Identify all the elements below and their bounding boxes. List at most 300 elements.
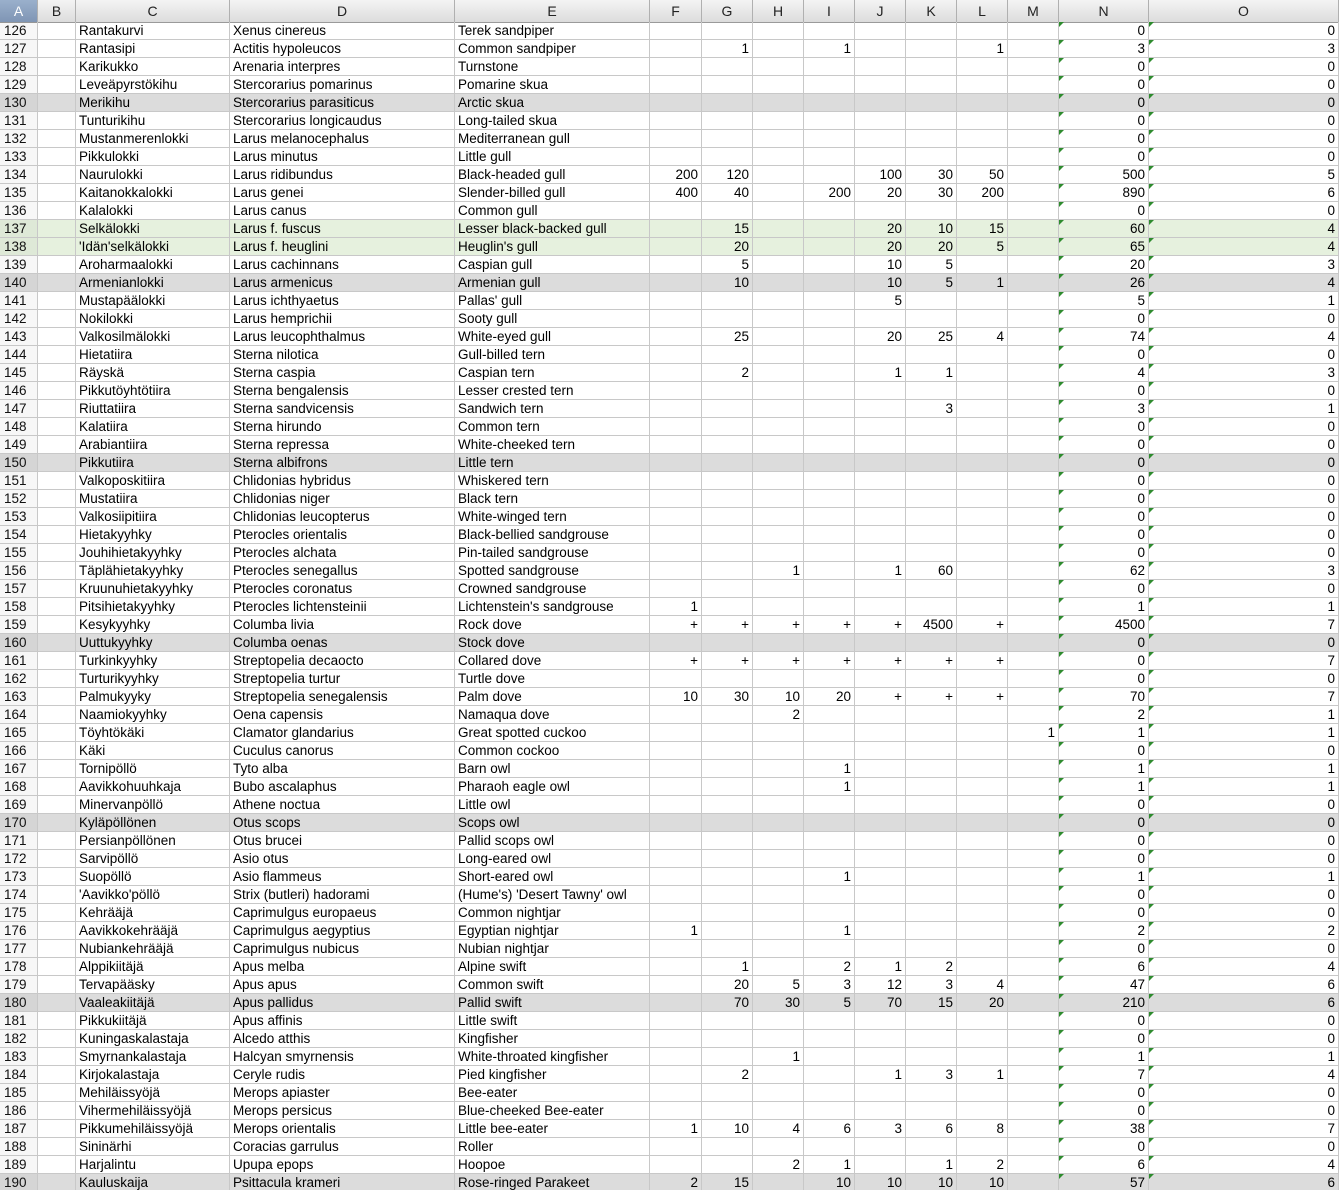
cell-f[interactable]: 1 bbox=[650, 1120, 702, 1137]
cell-k[interactable] bbox=[906, 904, 957, 921]
cell-o[interactable]: 6 bbox=[1149, 994, 1339, 1011]
cell-g[interactable] bbox=[702, 400, 753, 417]
cell-d[interactable]: Streptopelia turtur bbox=[230, 670, 455, 687]
row-number[interactable]: 163 bbox=[0, 688, 38, 705]
cell-j[interactable] bbox=[855, 1084, 906, 1101]
cell-c[interactable]: Valkosiipitiira bbox=[76, 508, 230, 525]
cell-k[interactable] bbox=[906, 1138, 957, 1155]
cell-j[interactable] bbox=[855, 202, 906, 219]
cell-i[interactable]: 200 bbox=[804, 184, 855, 201]
cell-h[interactable] bbox=[753, 238, 804, 255]
cell-d[interactable]: Larus genei bbox=[230, 184, 455, 201]
cell-c[interactable]: Vihermehiläissyöjä bbox=[76, 1102, 230, 1119]
cell-j[interactable] bbox=[855, 814, 906, 831]
cell-m[interactable] bbox=[1008, 292, 1059, 309]
cell-j[interactable]: 20 bbox=[855, 220, 906, 237]
cell-i[interactable] bbox=[804, 670, 855, 687]
cell-m[interactable] bbox=[1008, 94, 1059, 111]
cell-m[interactable] bbox=[1008, 328, 1059, 345]
cell-n[interactable]: 0 bbox=[1059, 1102, 1149, 1119]
cell-d[interactable]: Asio flammeus bbox=[230, 868, 455, 885]
cell-d[interactable]: Upupa epops bbox=[230, 1156, 455, 1173]
cell-b[interactable] bbox=[38, 796, 76, 813]
cell-o[interactable]: 0 bbox=[1149, 580, 1339, 597]
cell-g[interactable] bbox=[702, 598, 753, 615]
cell-c[interactable]: Kuningaskalastaja bbox=[76, 1030, 230, 1047]
cell-j[interactable] bbox=[855, 922, 906, 939]
cell-f[interactable] bbox=[650, 436, 702, 453]
cell-b[interactable] bbox=[38, 994, 76, 1011]
cell-k[interactable]: 30 bbox=[906, 166, 957, 183]
row-number[interactable]: 148 bbox=[0, 418, 38, 435]
cell-m[interactable] bbox=[1008, 544, 1059, 561]
cell-b[interactable] bbox=[38, 940, 76, 957]
cell-e[interactable]: Mediterranean gull bbox=[455, 130, 650, 147]
cell-n[interactable]: 0 bbox=[1059, 58, 1149, 75]
cell-d[interactable]: Actitis hypoleucos bbox=[230, 40, 455, 57]
cell-l[interactable] bbox=[957, 526, 1008, 543]
cell-f[interactable] bbox=[650, 76, 702, 93]
cell-b[interactable] bbox=[38, 40, 76, 57]
cell-n[interactable]: 4 bbox=[1059, 364, 1149, 381]
cell-l[interactable] bbox=[957, 454, 1008, 471]
cell-o[interactable]: 0 bbox=[1149, 1084, 1339, 1101]
cell-j[interactable] bbox=[855, 400, 906, 417]
cell-h[interactable] bbox=[753, 634, 804, 651]
cell-f[interactable] bbox=[650, 94, 702, 111]
cell-f[interactable] bbox=[650, 238, 702, 255]
cell-n[interactable]: 0 bbox=[1059, 418, 1149, 435]
cell-b[interactable] bbox=[38, 490, 76, 507]
cell-c[interactable]: 'Idän'selkälokki bbox=[76, 238, 230, 255]
cell-h[interactable] bbox=[753, 130, 804, 147]
cell-l[interactable] bbox=[957, 1012, 1008, 1029]
cell-h[interactable]: 1 bbox=[753, 562, 804, 579]
cell-f[interactable] bbox=[650, 1012, 702, 1029]
cell-b[interactable] bbox=[38, 1066, 76, 1083]
cell-h[interactable] bbox=[753, 76, 804, 93]
cell-g[interactable] bbox=[702, 886, 753, 903]
cell-h[interactable] bbox=[753, 418, 804, 435]
cell-d[interactable]: Sterna sandvicensis bbox=[230, 400, 455, 417]
cell-b[interactable] bbox=[38, 544, 76, 561]
cell-f[interactable] bbox=[650, 832, 702, 849]
cell-n[interactable]: 0 bbox=[1059, 832, 1149, 849]
row-number[interactable]: 162 bbox=[0, 670, 38, 687]
cell-j[interactable] bbox=[855, 940, 906, 957]
cell-b[interactable] bbox=[38, 148, 76, 165]
cell-i[interactable]: 3 bbox=[804, 976, 855, 993]
cell-g[interactable] bbox=[702, 436, 753, 453]
cell-l[interactable]: 20 bbox=[957, 994, 1008, 1011]
cell-h[interactable] bbox=[753, 346, 804, 363]
cell-b[interactable] bbox=[38, 724, 76, 741]
cell-m[interactable] bbox=[1008, 184, 1059, 201]
cell-m[interactable] bbox=[1008, 166, 1059, 183]
cell-i[interactable] bbox=[804, 94, 855, 111]
cell-c[interactable]: Smyrnankalastaja bbox=[76, 1048, 230, 1065]
cell-l[interactable]: 4 bbox=[957, 976, 1008, 993]
cell-k[interactable] bbox=[906, 922, 957, 939]
cell-g[interactable] bbox=[702, 796, 753, 813]
cell-c[interactable]: Mehiläissyöjä bbox=[76, 1084, 230, 1101]
cell-b[interactable] bbox=[38, 580, 76, 597]
column-header-m[interactable]: M bbox=[1008, 0, 1059, 22]
cell-j[interactable] bbox=[855, 742, 906, 759]
cell-j[interactable] bbox=[855, 22, 906, 39]
cell-k[interactable]: + bbox=[906, 652, 957, 669]
cell-c[interactable]: Tervapääsky bbox=[76, 976, 230, 993]
cell-l[interactable]: 2 bbox=[957, 1156, 1008, 1173]
cell-c[interactable]: Kalalokki bbox=[76, 202, 230, 219]
row-number[interactable]: 184 bbox=[0, 1066, 38, 1083]
cell-f[interactable] bbox=[650, 328, 702, 345]
cell-d[interactable]: Stercorarius parasiticus bbox=[230, 94, 455, 111]
cell-o[interactable]: 1 bbox=[1149, 778, 1339, 795]
row-number[interactable]: 168 bbox=[0, 778, 38, 795]
cell-j[interactable] bbox=[855, 904, 906, 921]
cell-b[interactable] bbox=[38, 112, 76, 129]
cell-h[interactable] bbox=[753, 868, 804, 885]
cell-k[interactable] bbox=[906, 22, 957, 39]
cell-f[interactable] bbox=[650, 130, 702, 147]
cell-f[interactable]: + bbox=[650, 652, 702, 669]
cell-f[interactable]: 200 bbox=[650, 166, 702, 183]
cell-h[interactable] bbox=[753, 220, 804, 237]
cell-m[interactable] bbox=[1008, 796, 1059, 813]
cell-m[interactable] bbox=[1008, 1030, 1059, 1047]
cell-l[interactable] bbox=[957, 1048, 1008, 1065]
cell-i[interactable] bbox=[804, 256, 855, 273]
cell-d[interactable]: Otus brucei bbox=[230, 832, 455, 849]
cell-n[interactable]: 0 bbox=[1059, 382, 1149, 399]
cell-f[interactable] bbox=[650, 706, 702, 723]
cell-j[interactable]: 12 bbox=[855, 976, 906, 993]
cell-o[interactable]: 7 bbox=[1149, 652, 1339, 669]
cell-o[interactable]: 7 bbox=[1149, 688, 1339, 705]
cell-k[interactable] bbox=[906, 346, 957, 363]
cell-m[interactable] bbox=[1008, 76, 1059, 93]
cell-f[interactable] bbox=[650, 1156, 702, 1173]
cell-o[interactable]: 0 bbox=[1149, 382, 1339, 399]
cell-f[interactable]: 10 bbox=[650, 688, 702, 705]
cell-o[interactable]: 0 bbox=[1149, 454, 1339, 471]
cell-l[interactable] bbox=[957, 868, 1008, 885]
cell-i[interactable] bbox=[804, 292, 855, 309]
cell-i[interactable]: 10 bbox=[804, 1174, 855, 1190]
cell-b[interactable] bbox=[38, 436, 76, 453]
cell-l[interactable] bbox=[957, 472, 1008, 489]
cell-k[interactable] bbox=[906, 526, 957, 543]
cell-n[interactable]: 0 bbox=[1059, 850, 1149, 867]
cell-n[interactable]: 0 bbox=[1059, 130, 1149, 147]
cell-l[interactable] bbox=[957, 256, 1008, 273]
cell-g[interactable] bbox=[702, 526, 753, 543]
cell-e[interactable]: Heuglin's gull bbox=[455, 238, 650, 255]
cell-i[interactable] bbox=[804, 274, 855, 291]
cell-o[interactable]: 0 bbox=[1149, 436, 1339, 453]
cell-i[interactable] bbox=[804, 886, 855, 903]
cell-l[interactable] bbox=[957, 580, 1008, 597]
cell-o[interactable]: 0 bbox=[1149, 346, 1339, 363]
cell-m[interactable] bbox=[1008, 1102, 1059, 1119]
cell-g[interactable]: + bbox=[702, 616, 753, 633]
cell-m[interactable] bbox=[1008, 220, 1059, 237]
cell-k[interactable]: 3 bbox=[906, 976, 957, 993]
cell-i[interactable] bbox=[804, 418, 855, 435]
cell-l[interactable] bbox=[957, 130, 1008, 147]
cell-l[interactable]: + bbox=[957, 616, 1008, 633]
row-number[interactable]: 176 bbox=[0, 922, 38, 939]
cell-f[interactable]: 2 bbox=[650, 1174, 702, 1190]
cell-o[interactable]: 0 bbox=[1149, 670, 1339, 687]
row-number[interactable]: 143 bbox=[0, 328, 38, 345]
cell-g[interactable]: 1 bbox=[702, 40, 753, 57]
cell-g[interactable] bbox=[702, 202, 753, 219]
cell-n[interactable]: 7 bbox=[1059, 1066, 1149, 1083]
cell-g[interactable] bbox=[702, 58, 753, 75]
cell-o[interactable]: 1 bbox=[1149, 292, 1339, 309]
cell-g[interactable] bbox=[702, 130, 753, 147]
cell-e[interactable]: Long-tailed skua bbox=[455, 112, 650, 129]
cell-e[interactable]: Black-headed gull bbox=[455, 166, 650, 183]
row-number[interactable]: 145 bbox=[0, 364, 38, 381]
cell-n[interactable]: 500 bbox=[1059, 166, 1149, 183]
cell-c[interactable]: 'Aavikko'pöllö bbox=[76, 886, 230, 903]
cell-l[interactable] bbox=[957, 670, 1008, 687]
cell-d[interactable]: Pterocles alchata bbox=[230, 544, 455, 561]
cell-n[interactable]: 65 bbox=[1059, 238, 1149, 255]
cell-e[interactable]: Nubian nightjar bbox=[455, 940, 650, 957]
cell-i[interactable] bbox=[804, 382, 855, 399]
cell-m[interactable] bbox=[1008, 562, 1059, 579]
cell-g[interactable] bbox=[702, 454, 753, 471]
cell-j[interactable]: 10 bbox=[855, 274, 906, 291]
cell-b[interactable] bbox=[38, 526, 76, 543]
cell-c[interactable]: Pikkutiira bbox=[76, 454, 230, 471]
cell-i[interactable] bbox=[804, 454, 855, 471]
cell-l[interactable] bbox=[957, 58, 1008, 75]
cell-j[interactable] bbox=[855, 832, 906, 849]
cell-f[interactable]: 1 bbox=[650, 922, 702, 939]
cell-l[interactable] bbox=[957, 364, 1008, 381]
cell-d[interactable]: Clamator glandarius bbox=[230, 724, 455, 741]
cell-l[interactable] bbox=[957, 418, 1008, 435]
cell-f[interactable] bbox=[650, 292, 702, 309]
cell-o[interactable]: 0 bbox=[1149, 76, 1339, 93]
cell-l[interactable] bbox=[957, 742, 1008, 759]
cell-o[interactable]: 4 bbox=[1149, 958, 1339, 975]
cell-f[interactable] bbox=[650, 580, 702, 597]
cell-b[interactable] bbox=[38, 832, 76, 849]
cell-e[interactable]: Little gull bbox=[455, 148, 650, 165]
row-number[interactable]: 167 bbox=[0, 760, 38, 777]
cell-c[interactable]: Mustanmerenlokki bbox=[76, 130, 230, 147]
cell-m[interactable] bbox=[1008, 940, 1059, 957]
cell-b[interactable] bbox=[38, 778, 76, 795]
cell-k[interactable]: 1 bbox=[906, 1156, 957, 1173]
cell-f[interactable] bbox=[650, 490, 702, 507]
cell-g[interactable] bbox=[702, 1048, 753, 1065]
cell-n[interactable]: 0 bbox=[1059, 580, 1149, 597]
cell-f[interactable] bbox=[650, 1066, 702, 1083]
cell-k[interactable]: 3 bbox=[906, 1066, 957, 1083]
cell-i[interactable] bbox=[804, 22, 855, 39]
cell-c[interactable]: Tornipöllö bbox=[76, 760, 230, 777]
cell-e[interactable]: White-throated kingfisher bbox=[455, 1048, 650, 1065]
row-number[interactable]: 132 bbox=[0, 130, 38, 147]
cell-n[interactable]: 0 bbox=[1059, 112, 1149, 129]
cell-b[interactable] bbox=[38, 22, 76, 39]
cell-n[interactable]: 210 bbox=[1059, 994, 1149, 1011]
cell-c[interactable]: Nokilokki bbox=[76, 310, 230, 327]
cell-m[interactable] bbox=[1008, 958, 1059, 975]
cell-f[interactable] bbox=[650, 526, 702, 543]
cell-g[interactable]: 15 bbox=[702, 220, 753, 237]
row-number[interactable]: 127 bbox=[0, 40, 38, 57]
cell-h[interactable] bbox=[753, 580, 804, 597]
cell-o[interactable]: 6 bbox=[1149, 1174, 1339, 1190]
cell-g[interactable] bbox=[702, 292, 753, 309]
cell-c[interactable]: Rantakurvi bbox=[76, 22, 230, 39]
cell-e[interactable]: Turnstone bbox=[455, 58, 650, 75]
cell-e[interactable]: Black tern bbox=[455, 490, 650, 507]
cell-f[interactable] bbox=[650, 850, 702, 867]
cell-e[interactable]: Roller bbox=[455, 1138, 650, 1155]
cell-b[interactable] bbox=[38, 310, 76, 327]
row-number[interactable]: 151 bbox=[0, 472, 38, 489]
cell-i[interactable] bbox=[804, 148, 855, 165]
cell-e[interactable]: White-cheeked tern bbox=[455, 436, 650, 453]
cell-k[interactable]: 10 bbox=[906, 220, 957, 237]
cell-b[interactable] bbox=[38, 1102, 76, 1119]
cell-m[interactable] bbox=[1008, 382, 1059, 399]
cell-k[interactable] bbox=[906, 1102, 957, 1119]
cell-d[interactable]: Larus cachinnans bbox=[230, 256, 455, 273]
cell-l[interactable] bbox=[957, 94, 1008, 111]
cell-m[interactable] bbox=[1008, 1174, 1059, 1190]
cell-m[interactable] bbox=[1008, 922, 1059, 939]
cell-c[interactable]: Armenianlokki bbox=[76, 274, 230, 291]
cell-i[interactable] bbox=[804, 904, 855, 921]
cell-b[interactable] bbox=[38, 1138, 76, 1155]
cell-k[interactable]: 20 bbox=[906, 238, 957, 255]
cell-h[interactable] bbox=[753, 886, 804, 903]
cell-k[interactable] bbox=[906, 202, 957, 219]
cell-e[interactable]: Slender-billed gull bbox=[455, 184, 650, 201]
cell-e[interactable]: Scops owl bbox=[455, 814, 650, 831]
column-header-c[interactable]: C bbox=[76, 0, 230, 22]
cell-c[interactable]: Kyläpöllönen bbox=[76, 814, 230, 831]
cell-n[interactable]: 0 bbox=[1059, 310, 1149, 327]
cell-b[interactable] bbox=[38, 166, 76, 183]
cell-h[interactable] bbox=[753, 292, 804, 309]
cell-i[interactable] bbox=[804, 112, 855, 129]
cell-n[interactable]: 0 bbox=[1059, 940, 1149, 957]
cell-f[interactable] bbox=[650, 562, 702, 579]
cell-k[interactable]: 3 bbox=[906, 400, 957, 417]
cell-o[interactable]: 7 bbox=[1149, 1120, 1339, 1137]
cell-l[interactable] bbox=[957, 1030, 1008, 1047]
cell-e[interactable]: Terek sandpiper bbox=[455, 22, 650, 39]
cell-g[interactable]: 40 bbox=[702, 184, 753, 201]
cell-b[interactable] bbox=[38, 706, 76, 723]
cell-b[interactable] bbox=[38, 1156, 76, 1173]
cell-b[interactable] bbox=[38, 922, 76, 939]
cell-n[interactable]: 0 bbox=[1059, 526, 1149, 543]
cell-h[interactable] bbox=[753, 526, 804, 543]
cell-d[interactable]: Chlidonias leucopterus bbox=[230, 508, 455, 525]
cell-j[interactable] bbox=[855, 310, 906, 327]
cell-c[interactable]: Naamiokyyhky bbox=[76, 706, 230, 723]
cell-k[interactable] bbox=[906, 418, 957, 435]
cell-j[interactable] bbox=[855, 58, 906, 75]
cell-b[interactable] bbox=[38, 274, 76, 291]
cell-i[interactable]: 5 bbox=[804, 994, 855, 1011]
cell-m[interactable] bbox=[1008, 364, 1059, 381]
cell-g[interactable] bbox=[702, 1156, 753, 1173]
cell-b[interactable] bbox=[38, 256, 76, 273]
cell-e[interactable]: Sooty gull bbox=[455, 310, 650, 327]
cell-h[interactable] bbox=[753, 1084, 804, 1101]
cell-l[interactable]: 50 bbox=[957, 166, 1008, 183]
row-number[interactable]: 189 bbox=[0, 1156, 38, 1173]
cell-h[interactable] bbox=[753, 1102, 804, 1119]
cell-k[interactable]: 5 bbox=[906, 274, 957, 291]
cell-g[interactable]: 10 bbox=[702, 274, 753, 291]
column-header-k[interactable]: K bbox=[906, 0, 957, 22]
cell-m[interactable] bbox=[1008, 418, 1059, 435]
cell-l[interactable] bbox=[957, 1138, 1008, 1155]
cell-d[interactable]: Oena capensis bbox=[230, 706, 455, 723]
cell-e[interactable]: Pin-tailed sandgrouse bbox=[455, 544, 650, 561]
cell-h[interactable] bbox=[753, 796, 804, 813]
cell-h[interactable] bbox=[753, 598, 804, 615]
cell-l[interactable] bbox=[957, 346, 1008, 363]
cell-h[interactable] bbox=[753, 40, 804, 57]
cell-d[interactable]: Larus f. heuglini bbox=[230, 238, 455, 255]
cell-m[interactable] bbox=[1008, 760, 1059, 777]
cell-k[interactable] bbox=[906, 598, 957, 615]
cell-c[interactable]: Turturikyyhky bbox=[76, 670, 230, 687]
cell-d[interactable]: Chlidonias niger bbox=[230, 490, 455, 507]
cell-n[interactable]: 70 bbox=[1059, 688, 1149, 705]
row-number[interactable]: 181 bbox=[0, 1012, 38, 1029]
cell-j[interactable]: 100 bbox=[855, 166, 906, 183]
cell-j[interactable] bbox=[855, 760, 906, 777]
cell-n[interactable]: 5 bbox=[1059, 292, 1149, 309]
cell-b[interactable] bbox=[38, 760, 76, 777]
cell-k[interactable]: 4500 bbox=[906, 616, 957, 633]
cell-n[interactable]: 0 bbox=[1059, 94, 1149, 111]
cell-k[interactable] bbox=[906, 508, 957, 525]
cell-d[interactable]: Streptopelia senegalensis bbox=[230, 688, 455, 705]
cell-c[interactable]: Uuttukyyhky bbox=[76, 634, 230, 651]
cell-l[interactable]: 200 bbox=[957, 184, 1008, 201]
cell-b[interactable] bbox=[38, 814, 76, 831]
cell-j[interactable] bbox=[855, 1156, 906, 1173]
cell-l[interactable] bbox=[957, 400, 1008, 417]
cell-f[interactable] bbox=[650, 1084, 702, 1101]
cell-o[interactable]: 1 bbox=[1149, 1048, 1339, 1065]
cell-h[interactable] bbox=[753, 382, 804, 399]
cell-g[interactable] bbox=[702, 1084, 753, 1101]
row-number[interactable]: 137 bbox=[0, 220, 38, 237]
cell-g[interactable] bbox=[702, 148, 753, 165]
cell-b[interactable] bbox=[38, 292, 76, 309]
cell-j[interactable]: 10 bbox=[855, 1174, 906, 1190]
cell-h[interactable] bbox=[753, 472, 804, 489]
